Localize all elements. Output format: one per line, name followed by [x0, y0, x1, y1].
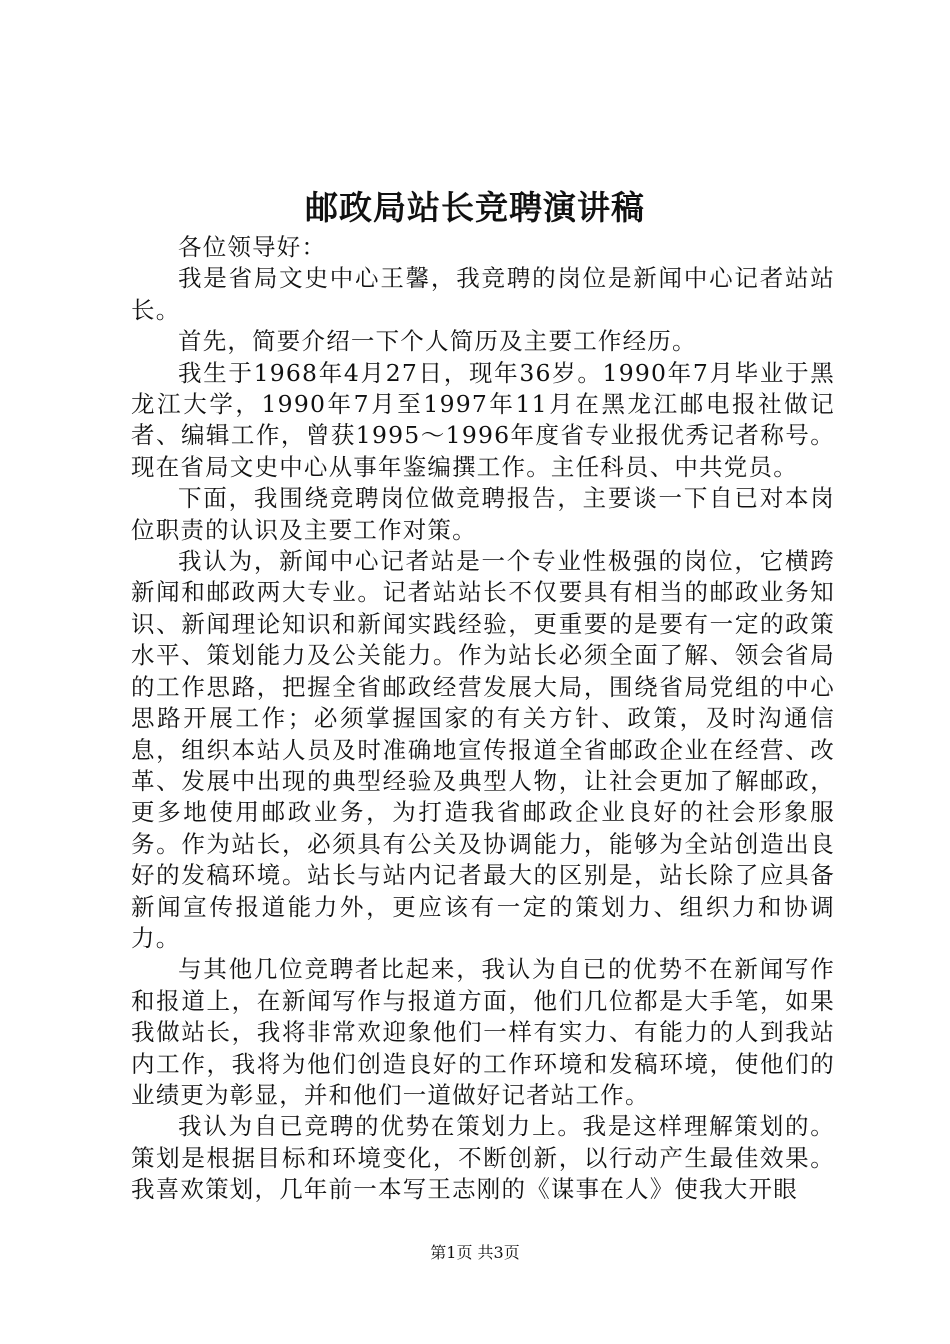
- paragraph: 我是省局文史中心王馨，我竞聘的岗位是新闻中心记者站站长。: [131, 264, 835, 324]
- paragraph: 首先，简要介绍一下个人简历及主要工作经历。: [178, 327, 697, 356]
- document-body: [131, 232, 835, 1206]
- document-title: 邮政局站长竞聘演讲稿: [305, 188, 645, 227]
- paragraph: 我生于1968年4月27日，现年36岁。1990年7月毕业于黑龙江大学，1990年7月至1997年11月在黑龙江邮电报社做记者、编辑工作，曾获1995～1996年度省专业报优秀记者称号。现在省局文史中心从事年鉴编撰工作。主任科员、中共党员。: [131, 358, 835, 481]
- paragraph: 与其他几位竞聘者比起来，我认为自已的优势不在新闻写作和报道上，在新闻写作与报道方面，他们几位都是大手笔，如果我做站长，我将非常欢迎象他们一样有实力、有能力的人到我站内工作，我将为他们创造良好的工作环境和发稿环境，使他们的业绩更为彰显，并和他们一道做好记者站工作。: [131, 955, 835, 1109]
- paragraph: 下面，我围绕竞聘岗位做竞聘报告，主要谈一下自已对本岗位职责的认识及主要工作对策。: [131, 484, 835, 544]
- paragraph: 我认为自已竞聘的优势在策划力上。我是这样理解策划的。策划是根据目标和环境变化，不断创新，以行动产生最佳效果。我喜欢策划，几年前一本写王志刚的《谋事在人》使我大开眼: [131, 1112, 835, 1204]
- paragraph-greeting: 各位领导好：: [178, 233, 327, 261]
- paragraph: 我认为，新闻中心记者站是一个专业性极强的岗位，它横跨新闻和邮政两大专业。记者站站长不仅要具有相当的邮政业务知识、新闻理论知识和新闻实践经验，更重要的是要有一定的政策水平、策划能力及公关能力。作为站长必须全面了解、领会省局的工作思路，把握全省邮政经营发展大局，围绕省局党组的中心思路开展工作；必须掌握国家的有关方针、政策，及时沟通信息，组织本站人员及时准确地宣传报道全省邮政企业在经营、改革、发展中出现的典型经验及典型人物，让社会更加了解邮政，更多地使用邮政业务，为打造我省邮政企业良好的社会形象服务。作为站长，必须具有公关及协调能力，能够为全站创造出良好的发稿环境。站长与站内记者最大的区别是，站长除了应具备新闻宣传报道能力外，更应该有一定的策划力、组织力和协调力。: [131, 547, 835, 952]
- page-number-footer: 第1页 共3页: [430, 1243, 520, 1262]
